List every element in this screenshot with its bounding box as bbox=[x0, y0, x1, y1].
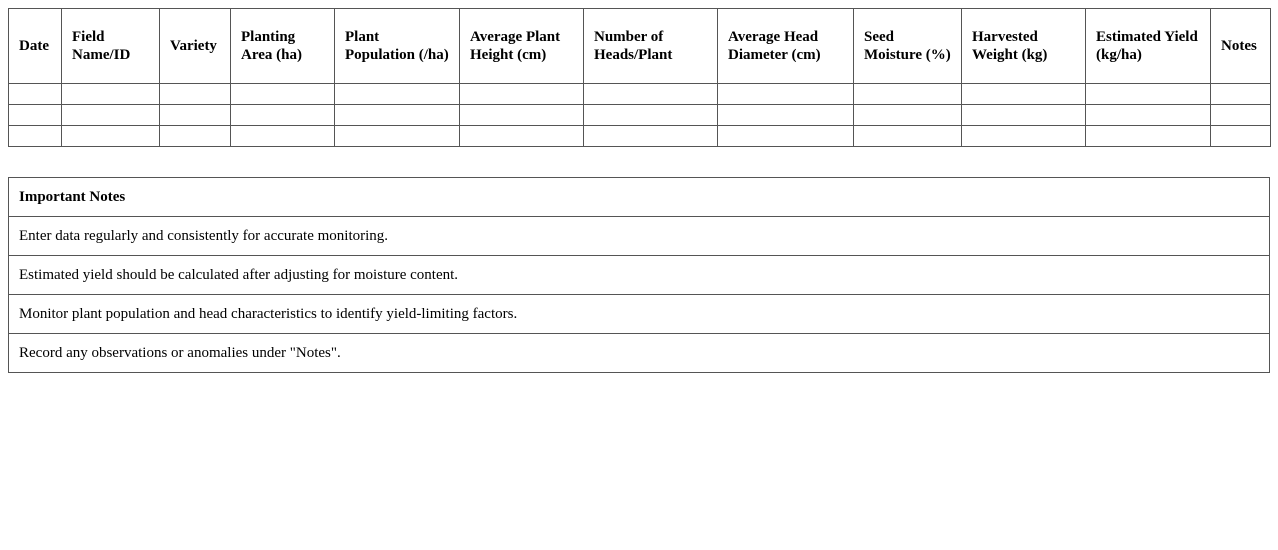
table-cell[interactable] bbox=[962, 84, 1086, 105]
note-row bbox=[9, 334, 1270, 373]
table-cell[interactable] bbox=[62, 126, 160, 147]
table-cell[interactable] bbox=[160, 126, 231, 147]
note-row bbox=[9, 295, 1270, 334]
table-cell[interactable] bbox=[335, 105, 460, 126]
table-cell[interactable] bbox=[962, 105, 1086, 126]
notes-heading: Important Notes bbox=[9, 178, 1270, 217]
table-cell[interactable] bbox=[584, 84, 718, 105]
table-cell[interactable] bbox=[1086, 84, 1211, 105]
table-cell[interactable] bbox=[160, 84, 231, 105]
table-cell[interactable] bbox=[962, 126, 1086, 147]
header-row bbox=[9, 9, 1271, 84]
table-cell[interactable] bbox=[718, 126, 854, 147]
note-item: Estimated yield should be calculated after adjusting for moisture content. bbox=[9, 256, 1270, 295]
table-cell[interactable] bbox=[9, 105, 62, 126]
table-cell[interactable] bbox=[854, 126, 962, 147]
table-cell[interactable] bbox=[854, 105, 962, 126]
column-header-notes: Notes bbox=[1211, 9, 1271, 84]
table-cell[interactable] bbox=[231, 84, 335, 105]
column-header-plant-height: Average Plant Height (cm) bbox=[460, 9, 584, 84]
note-row bbox=[9, 256, 1270, 295]
table-cell[interactable] bbox=[1086, 126, 1211, 147]
column-header-variety: Variety bbox=[160, 9, 231, 84]
yield-log-table bbox=[8, 8, 1271, 147]
table-cell[interactable] bbox=[1211, 126, 1271, 147]
table-cell[interactable] bbox=[160, 105, 231, 126]
column-header-head-diameter: Average Head Diameter (cm) bbox=[718, 9, 854, 84]
column-header-heads-per-plant: Number of Heads/Plant bbox=[584, 9, 718, 84]
note-item: Record any observations or anomalies under "Notes". bbox=[9, 334, 1270, 373]
column-header-plant-population: Plant Population (/ha) bbox=[335, 9, 460, 84]
table-cell[interactable] bbox=[460, 84, 584, 105]
column-header-date: Date bbox=[9, 9, 62, 84]
table-cell[interactable] bbox=[854, 84, 962, 105]
notes-heading-row bbox=[9, 178, 1270, 217]
important-notes-table bbox=[8, 177, 1270, 373]
table-cell[interactable] bbox=[1211, 84, 1271, 105]
table-cell[interactable] bbox=[1086, 105, 1211, 126]
table-cell[interactable] bbox=[9, 126, 62, 147]
table-cell[interactable] bbox=[1211, 105, 1271, 126]
table-cell[interactable] bbox=[62, 84, 160, 105]
table-cell[interactable] bbox=[460, 105, 584, 126]
table-cell[interactable] bbox=[718, 105, 854, 126]
column-header-planting-area: Planting Area (ha) bbox=[231, 9, 335, 84]
column-header-estimated-yield: Estimated Yield (kg/ha) bbox=[1086, 9, 1211, 84]
column-header-field-name: Field Name/ID bbox=[62, 9, 160, 84]
table-cell[interactable] bbox=[231, 126, 335, 147]
table-row bbox=[9, 105, 1271, 126]
table-body bbox=[9, 84, 1271, 147]
table-cell[interactable] bbox=[62, 105, 160, 126]
note-row bbox=[9, 217, 1270, 256]
column-header-harvested-weight: Harvested Weight (kg) bbox=[962, 9, 1086, 84]
table-cell[interactable] bbox=[584, 105, 718, 126]
column-header-seed-moisture: Seed Moisture (%) bbox=[854, 9, 962, 84]
table-row bbox=[9, 126, 1271, 147]
table-cell[interactable] bbox=[584, 126, 718, 147]
table-cell[interactable] bbox=[231, 105, 335, 126]
table-cell[interactable] bbox=[9, 84, 62, 105]
note-item: Enter data regularly and consistently for accurate monitoring. bbox=[9, 217, 1270, 256]
table-cell[interactable] bbox=[335, 126, 460, 147]
note-item: Monitor plant population and head characteristics to identify yield-limiting factors. bbox=[9, 295, 1270, 334]
table-cell[interactable] bbox=[718, 84, 854, 105]
table-row bbox=[9, 84, 1271, 105]
table-cell[interactable] bbox=[335, 84, 460, 105]
table-cell[interactable] bbox=[460, 126, 584, 147]
